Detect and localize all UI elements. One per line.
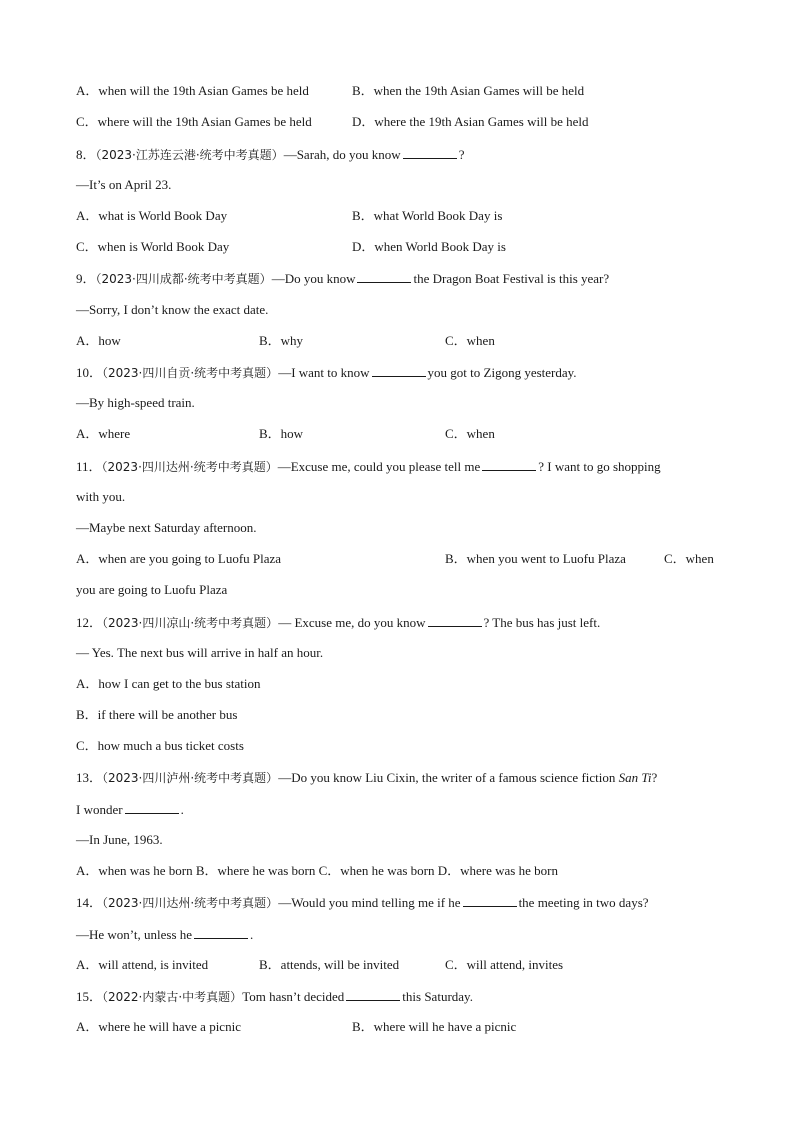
q9-option-b: B．why [259,333,304,348]
q14-option-a: A．will attend, is invited [76,957,209,972]
q11-option-c-cont: you are going to Luofu Plaza [76,582,228,597]
q8-stem: 8．（2023·江苏连云港·统考中考真题）—Sarah, do you know ? [76,147,465,162]
q12-option-c: C．how much a bus ticket costs [76,738,244,753]
q15-option-b: B．where will he have a picnic [352,1019,517,1034]
q11-reply: —Maybe next Saturday afternoon. [76,520,257,535]
q12-reply: — Yes. The next bus will arrive in half an hour. [76,645,324,660]
q9-source: （2023·四川成都·统考中考真题） [95,272,272,286]
q14-blank-1 [463,894,517,907]
q9-option-a: A．how [76,333,121,348]
q8-reply: —It’s on April 23. [76,177,172,192]
q14-option-b: B．attends, will be invited [259,957,400,972]
q12-option-b: B．if there will be another bus [76,707,238,722]
q13-book-title: San Ti [618,770,652,785]
q13-options: A．when was he born B．where he was born C．when he was born D．where was he born [76,863,558,878]
q11-option-c: C．when [664,551,714,566]
q9-blank [357,270,411,283]
q8-option-b: B．what World Book Day is [352,208,503,223]
q10-option-a: A．where [76,426,131,441]
q9-stem: 9．（2023·四川成都·统考中考真题）—Do you know the Dragon Boat Festival is this year? [76,271,610,286]
q10-reply: —By high-speed train. [76,395,195,410]
q8-option-c: C．when is World Book Day [76,239,230,254]
q11-stem: 11．（2023·四川达州·统考中考真题）—Excuse me, could you please tell me ? I want to go shopping [76,459,661,474]
q10-source: （2023·四川自贡·统考中考真题） [102,366,279,380]
q8-source: （2023·江苏连云港·统考中考真题） [95,148,284,162]
q13-stem-cont: I wonder . [76,802,184,817]
q15-source: （2022·内蒙古·中考真题） [102,990,243,1004]
q8-blank [403,146,457,159]
q10-option-b: B．how [259,426,304,441]
q7-option-c: C．where will the 19th Asian Games be held [76,114,312,129]
q13-reply: —In June, 1963. [76,832,163,847]
q9-reply: —Sorry, I don’t know the exact date. [76,302,269,317]
q12-option-a: A．how I can get to the bus station [76,676,261,691]
q7-option-a: A．when will the 19th Asian Games be held [76,83,309,98]
q8-option-a: A．what is World Book Day [76,208,228,223]
q14-stem: 14．（2023·四川达州·统考中考真题）—Would you mind telling me if he the meeting in two days? [76,895,649,910]
q13-stem: 13．（2023·四川泸州·统考中考真题）—Do you know Liu Cixin, the writer of a famous science fiction San Ti? [76,770,658,785]
q11-source: （2023·四川达州·统考中考真题） [101,460,278,474]
q9-option-c: C．when [445,333,495,348]
q14-reply: —He won’t, unless he . [76,927,254,942]
q14-source: （2023·四川达州·统考中考真题） [102,896,279,910]
q11-stem-cont: with you. [76,489,126,504]
q15-stem: 15．（2022·内蒙古·中考真题）Tom hasn’t decided this Saturday. [76,989,473,1004]
q10-stem: 10．（2023·四川自贡·统考中考真题）—I want to know you got to Zigong yesterday. [76,365,577,380]
q11-blank [482,458,536,471]
q13-blank [125,801,179,814]
q12-stem: 12．（2023·四川凉山·统考中考真题）— Excuse me, do you know ? The bus has just left. [76,615,601,630]
q7-option-d: D．where the 19th Asian Games will be held [352,114,589,129]
q11-option-a: A．when are you going to Luofu Plaza [76,551,282,566]
q14-blank-2 [194,926,248,939]
q8-option-d: D．when World Book Day is [352,239,506,254]
q14-option-c: C．will attend, invites [445,957,564,972]
q15-option-a: A．where he will have a picnic [76,1019,241,1034]
q12-blank [428,614,482,627]
q10-blank [372,364,426,377]
q15-blank [346,988,400,1001]
q11-option-b: B．when you went to Luofu Plaza [445,551,626,566]
q12-source: （2023·四川凉山·统考中考真题） [102,616,279,630]
q10-option-c: C．when [445,426,495,441]
q7-option-b: B．when the 19th Asian Games will be held [352,83,585,98]
q13-source: （2023·四川泸州·统考中考真题） [102,771,279,785]
